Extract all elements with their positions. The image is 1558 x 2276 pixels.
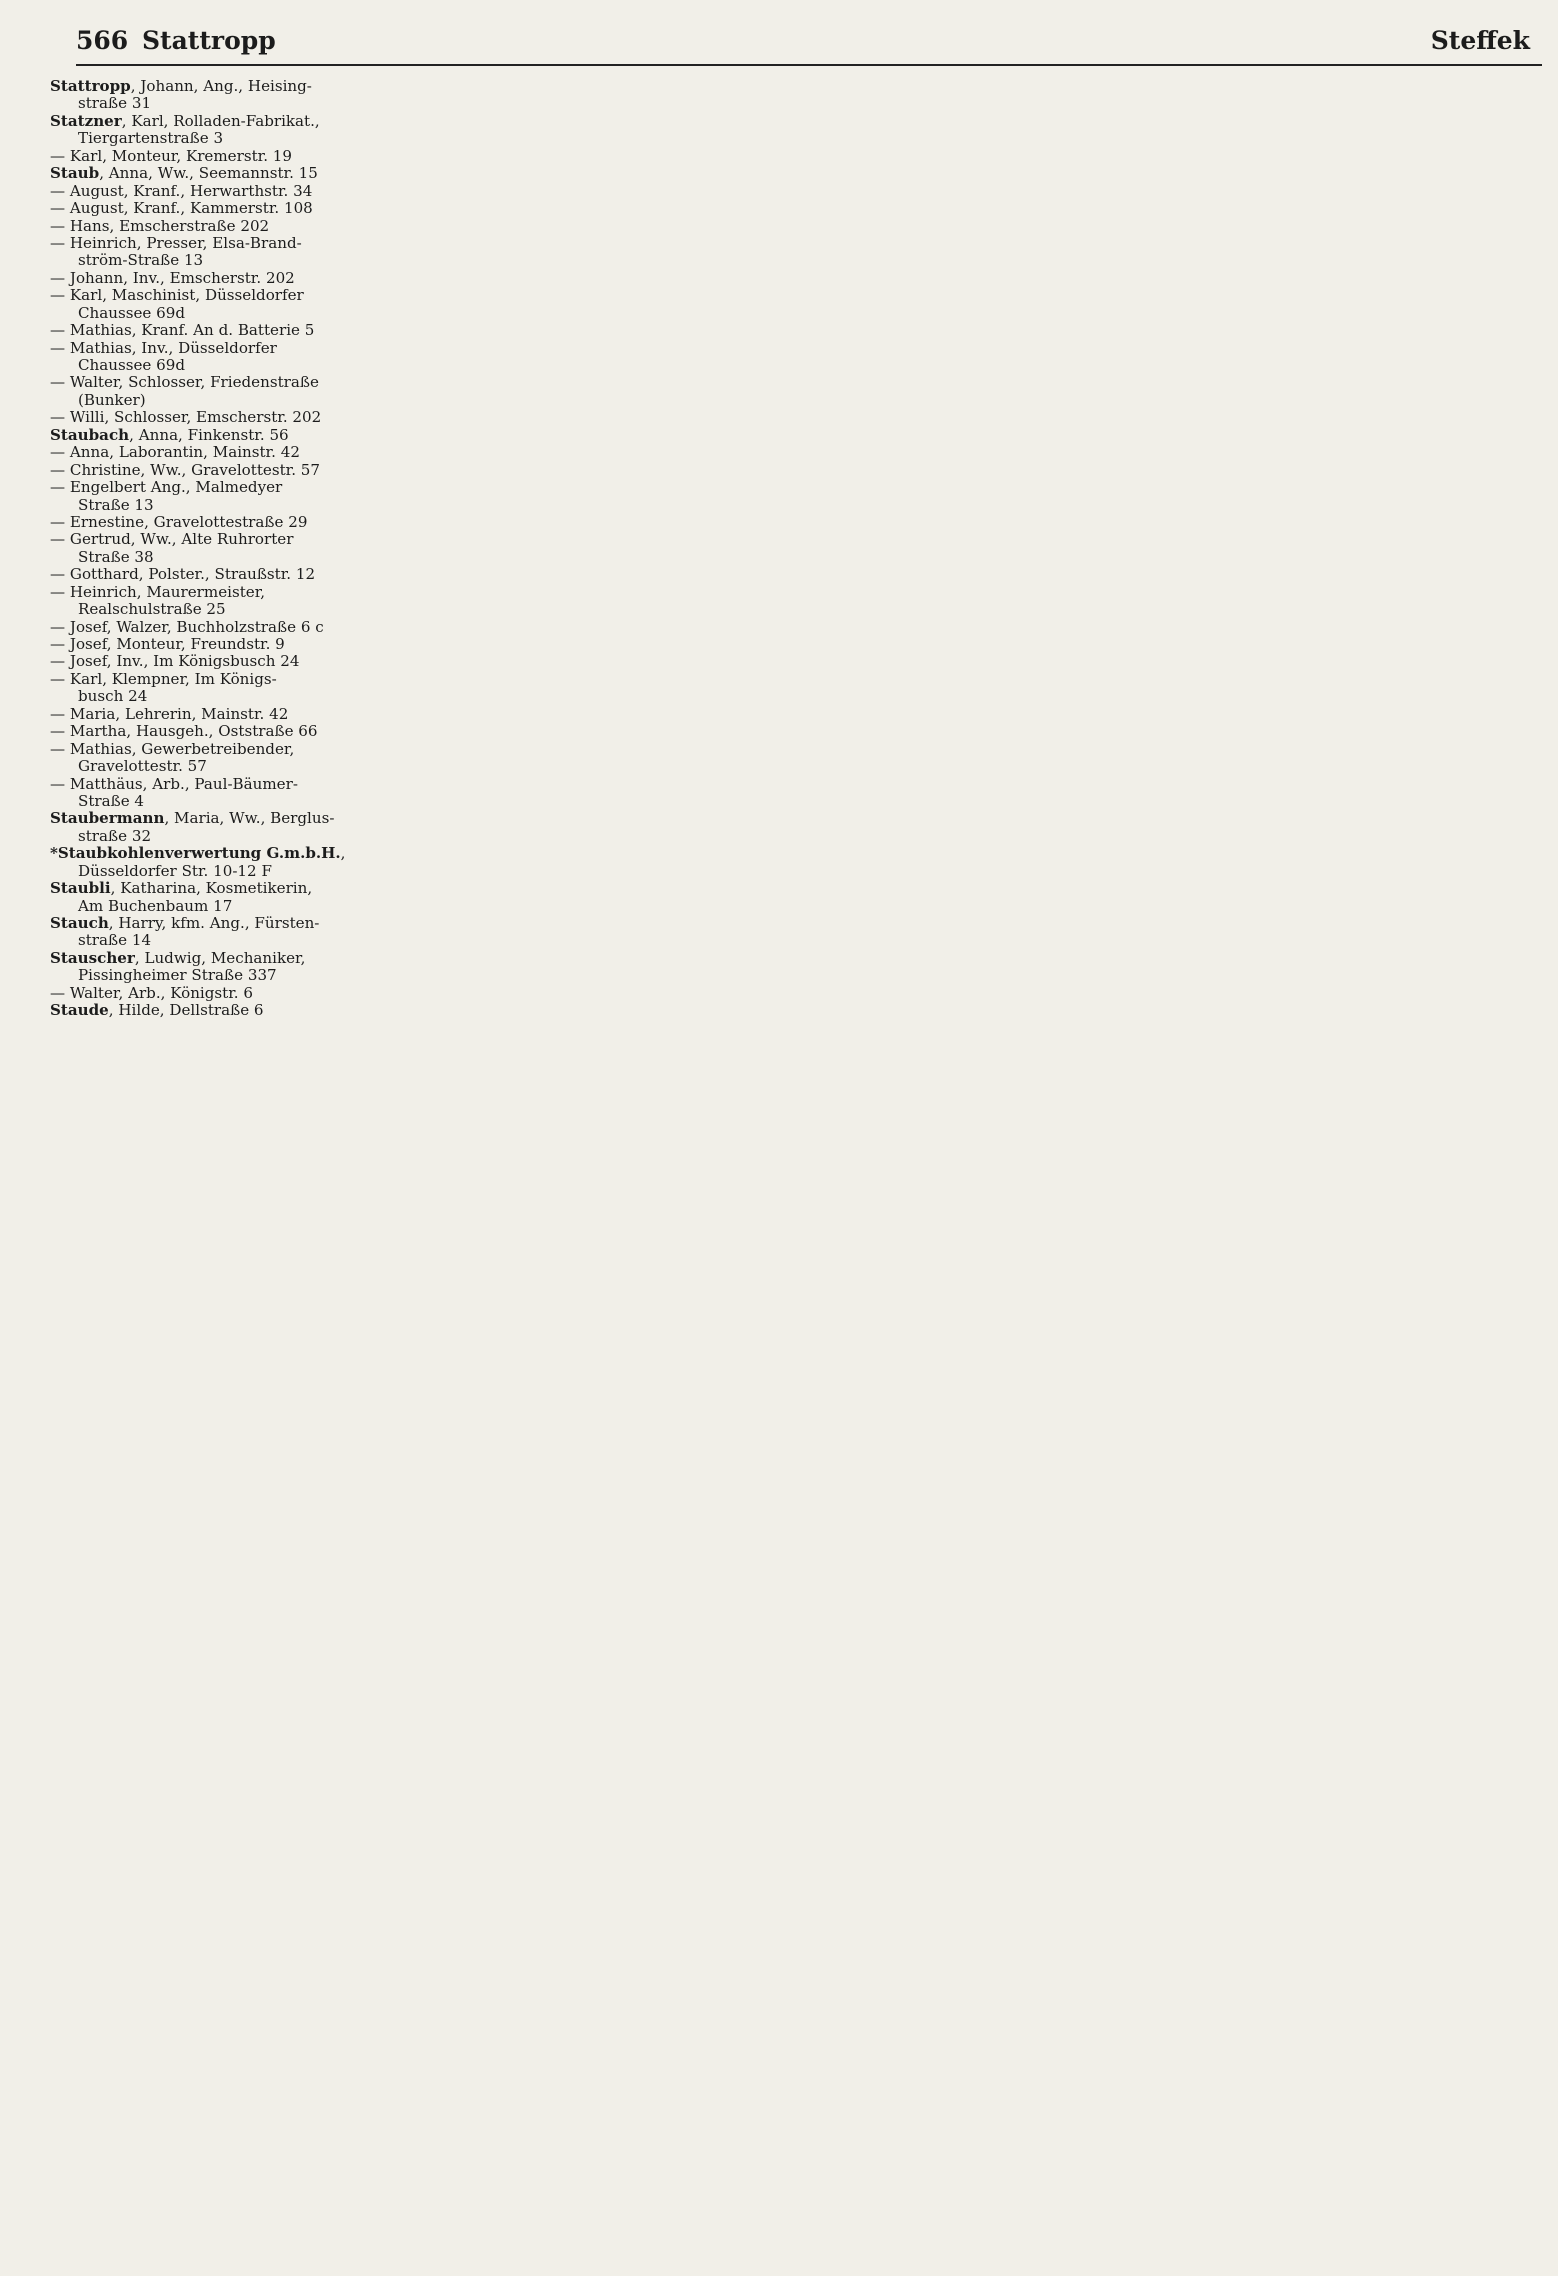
directory-line: — Josef, Walzer, Buchholzstraße 6 c	[50, 618, 324, 636]
directory-line: — Anna, Laborantin, Mainstr. 42	[50, 444, 300, 462]
directory-line: — Mathias, Gewerbetreibender,	[50, 740, 295, 758]
directory-line: — Mathias, Inv., Düsseldorfer	[50, 339, 277, 357]
directory-line: — Ernestine, Gravelottestraße 29	[50, 513, 308, 531]
page-number: 566	[76, 26, 129, 55]
directory-line: — Josef, Inv., Im Königsbusch 24	[50, 653, 300, 671]
directory-line: Realschulstraße 25	[78, 601, 226, 619]
directory-line: — Josef, Monteur, Freundstr. 9	[50, 636, 285, 653]
directory-line: — Christine, Ww., Gravelottestr. 57	[50, 461, 321, 479]
directory-line: Düsseldorfer Str. 10-12 F	[78, 862, 272, 880]
directory-line: *Staubkohlenverwertung G.m.b.H.,	[50, 845, 346, 863]
last-entry: Steffek	[1430, 26, 1530, 55]
directory-line: straße 31	[78, 95, 152, 113]
directory-line: Stauch, Harry, kfm. Ang., Fürsten-	[50, 915, 320, 932]
directory-line: — Engelbert Ang., Malmedyer	[50, 479, 283, 497]
directory-line: Straße 4	[78, 792, 145, 810]
directory-line: Straße 13	[78, 496, 154, 514]
directory-line: — Karl, Maschinist, Düsseldorfer	[50, 287, 304, 305]
directory-line: Am Buchenbaum 17	[78, 897, 233, 915]
directory-line: — Willi, Schlosser, Emscherstr. 202	[50, 409, 322, 427]
directory-line: Statzner, Karl, Rolladen-Fabrikat.,	[50, 112, 320, 130]
directory-line: Tiergartenstraße 3	[78, 130, 224, 148]
directory-line: Pissingheimer Straße 337	[78, 967, 277, 985]
directory-line: Straße 38	[78, 548, 154, 566]
directory-line: — Karl, Klempner, Im Königs-	[50, 670, 277, 688]
directory-line: (Bunker)	[78, 391, 146, 409]
directory-line: busch 24	[78, 688, 148, 706]
directory-line: — Walter, Arb., Königstr. 6	[50, 984, 253, 1002]
directory-line: — Hans, Emscherstraße 202	[50, 217, 270, 235]
directory-line: straße 14	[78, 932, 152, 950]
directory-line: Staubach, Anna, Finkenstr. 56	[50, 426, 289, 444]
directory-line: Stattropp, Johann, Ang., Heising-	[50, 78, 312, 95]
directory-line: — Heinrich, Maurermeister,	[50, 583, 266, 601]
directory-line: — Maria, Lehrerin, Mainstr. 42	[50, 705, 289, 723]
directory-line: — Matthäus, Arb., Paul-Bäumer-	[50, 775, 298, 793]
directory-line: — Gotthard, Polster., Straußstr. 12	[50, 566, 316, 584]
directory-line: Staubermann, Maria, Ww., Berglus-	[50, 810, 335, 828]
directory-line: Staubli, Katharina, Kosmetikerin,	[50, 880, 313, 898]
directory-line: — August, Kranf., Herwarthstr. 34	[50, 182, 313, 200]
page-header	[76, 22, 1542, 66]
directory-line: Chaussee 69d	[78, 357, 186, 374]
directory-line: — Martha, Hausgeh., Oststraße 66	[50, 723, 318, 741]
directory-line: — Karl, Monteur, Kremerstr. 19	[50, 147, 292, 165]
directory-line: Staub, Anna, Ww., Seemannstr. 15	[50, 165, 318, 183]
directory-line: Staude, Hilde, Dellstraße 6	[50, 1002, 264, 1020]
directory-line: — Mathias, Kranf. An d. Batterie 5	[50, 322, 315, 340]
directory-line: Gravelottestr. 57	[78, 758, 207, 776]
directory-line: straße 32	[78, 827, 152, 845]
directory-line: — Walter, Schlosser, Friedenstraße	[50, 374, 319, 392]
directory-line: — August, Kranf., Kammerstr. 108	[50, 200, 313, 218]
column-1	[50, 78, 418, 1020]
directory-line: ström-Straße 13	[78, 252, 204, 270]
directory-line: Chaussee 69d	[78, 304, 186, 322]
directory-line: — Gertrud, Ww., Alte Ruhrorter	[50, 531, 294, 549]
first-entry: Stattropp	[142, 26, 276, 55]
directory-line: — Johann, Inv., Emscherstr. 202	[50, 269, 295, 287]
directory-line: — Heinrich, Presser, Elsa-Brand-	[50, 234, 302, 252]
directory-line: Stauscher, Ludwig, Mechaniker,	[50, 949, 306, 967]
